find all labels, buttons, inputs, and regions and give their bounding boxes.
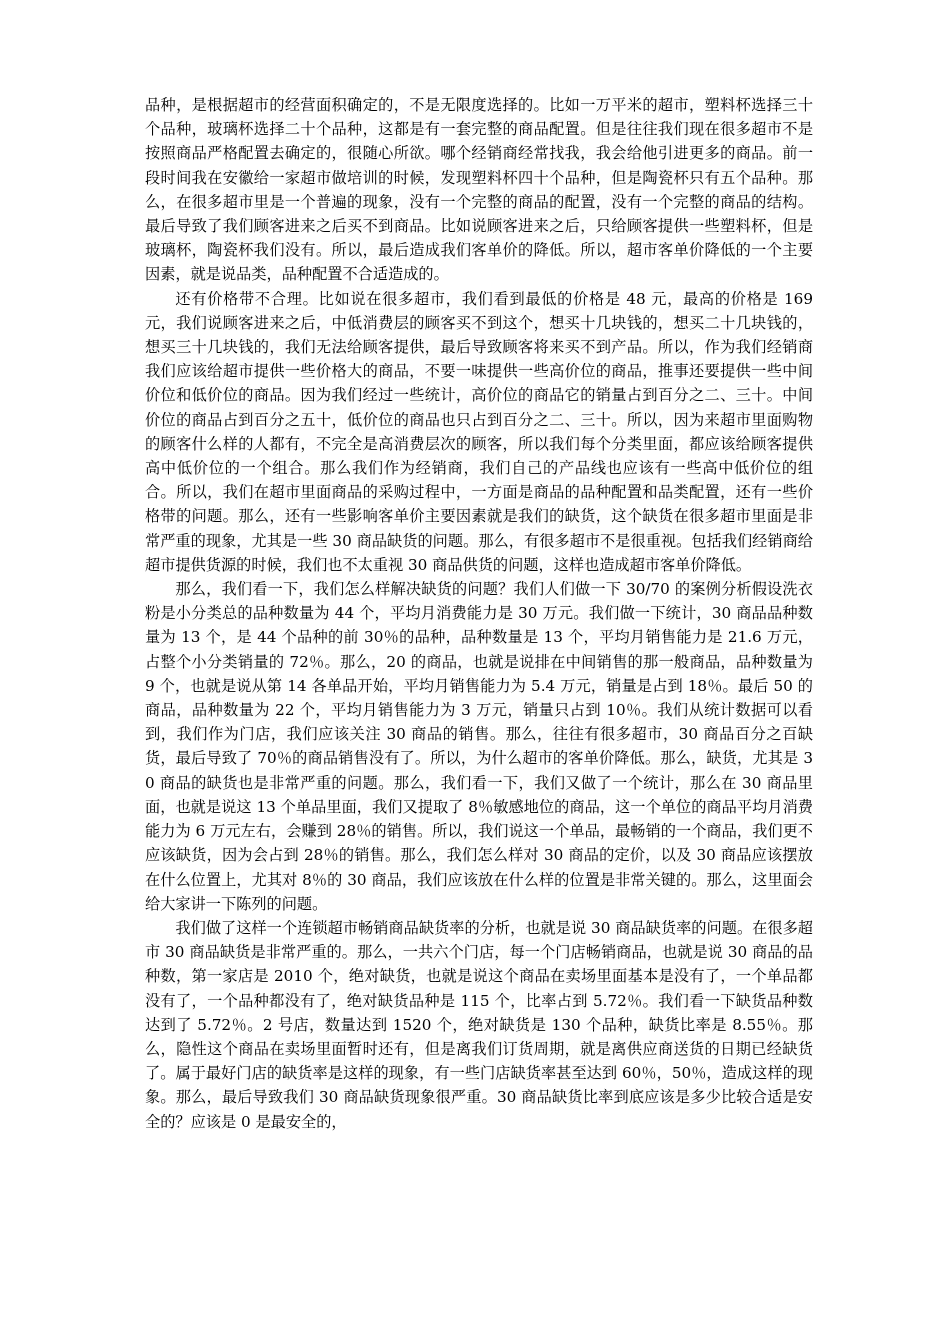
paragraph: 品种，是根据超市的经营面积确定的，不是无限度选择的。比如一万平米的超市，塑料杯选择三十个品种，玻璃杯选择二十个品种，这都是有一套完整的商品配置。但是往往我们现在很多超市不是按照商品严格配置去确定的，很随心所欲。哪个经销商经常找我，我会给他引进更多的商品。前一段时间我在安徽给一家超市做培训的时候，发现塑料杯四十个品种，但是陶瓷杯只有五个品种。那么，在很多超市里是一个普遍的现象，没有一个完整的商品的配置，没有一个完整的商品的结构。最后导致了我们顾客进来之后买不到商品。比如说顾客进来之后，只给顾客提供一些塑料杯，但是玻璃杯，陶瓷杯我们没有。所以，最后造成我们客单价的降低。所以，超市客单价降低的一个主要因素，就是说品类，品种配置不合适造成的。 [145,96,813,284]
paragraph: 那么，我们看一下，我们怎么样解决缺货的问题？我们人们做一下 30/70 的案例分析假设洗衣粉是小分类总的品种数量为 44 个，平均月消费能力是 30 万元。我们做一下统计，30 商品品种数量为 13 个，是 44 个品种的前 30％的品种，品种数量是 13 个，平均月销售能力是 21.6 万元，占整个小分类销量的 72％。那么，20 的商品，也就是说排在中间销售的那一般商品，品种数量为 9 个，也就是说从第 14 各单品开始，平均月销售能力为 5.4 万元，销量是占到 18％。最后 50 的商品，品种数量为 22 个，平均月销售能力为 3 万元，销量只占到 10％。我们从统计数据可以看到，我们作为门店，我们应该关注 30 商品的销售。那么，往往有很多超市，30 商品百分之百缺货，最后导致了 70％的商品销售没有了。所以，为什么超市的客单价降低。那么，缺货，尤其是 30 商品的缺货也是非常严重的问题。那么，我们看一下，我们又做了一个统计，那么在 30 商品里面，也就是说这 13 个单品里面，我们又提取了 8％敏感地位的商品，这一个单位的商品平均月消费能力为 6 万元左右，会赚到 28％的销售。所以，我们说这一个单品，最畅销的一个商品，我们更不应该缺货，因为会占到 28％的销售。那么，我们怎么样对 30 商品的定价，以及 30 商品应该摆放在什么位置上，尤其对 8％的 30 商品，我们应该放在什么样的位置是非常关键的。那么，这里面会给大家讲一下陈列的问题。 [145,580,813,913]
document-page [145,93,813,1134]
paragraph: 还有价格带不合理。比如说在很多超市，我们看到最低的价格是 48 元，最高的价格是 169 元，我们说顾客进来之后，中低消费层的顾客买不到这个，想买十几块钱的，想买二十几块钱的，想买三十几块钱的，我们无法给顾客提供，最后导致顾客将来买不到产品。所以，作为我们经销商我们应该给超市提供一些价格大的商品，不要一味提供一些高价位的商品，推事还要提供一些中间价位和低价位的商品。因为我们经过一些统计，高价位的商品它的销量占到百分之二、三十。中间价位的商品占到百分之五十，低价位的商品也只占到百分之二、三十。所以，因为来超市里面购物的顾客什么样的人都有，不完全是高消费层次的顾客，所以我们每个分类里面，都应该给顾客提供高中低价位的一个组合。那么我们作为经销商，我们自己的产品线也应该有一些高中低价位的组合。所以，我们在超市里面商品的采购过程中，一方面是商品的品种配置和品类配置，还有一些价格带的问题。那么，还有一些影响客单价主要因素就是我们的缺货，这个缺货在很多超市里面是非常严重的现象，尤其是一些 30 商品缺货的问题。那么，有很多超市不是很重视。包括我们经销商给超市提供货源的时候，我们也不太重视 30 商品供货的问题，这样也造成超市客单价降低。 [145,289,813,574]
paragraph: 我们做了这样一个连锁超市畅销商品缺货率的分析，也就是说 30 商品缺货率的问题。在很多超市 30 商品缺货是非常严重的。那么，一共六个门店，每一个门店畅销商品，也就是说 30 商品的品种数，第一家店是 2010 个，绝对缺货，也就是说这个商品在卖场里面基本是没有了，一个单品都没有了，一个品种都没有了，绝对缺货品种是 115 个，比率占到 5.72％。我们看一下缺货品种数达到了 5.72％。2 号店，数量达到 1520 个，绝对缺货是 130 个品种，缺货比率是 8.55％。那么，隐性这个商品在卖场里面暂时还有，但是离我们订货周期，就是离供应商送货的日期已经缺货了。属于最好门店的缺货率是这样的现象，有一些门店缺货率甚至达到 60％，50％，造成这样的现象。那么，最后导致我们 30 商品缺货现象很严重。30 商品缺货比率到底应该是多少比较合适是安全的？应该是 0 是最安全的， [145,918,813,1131]
